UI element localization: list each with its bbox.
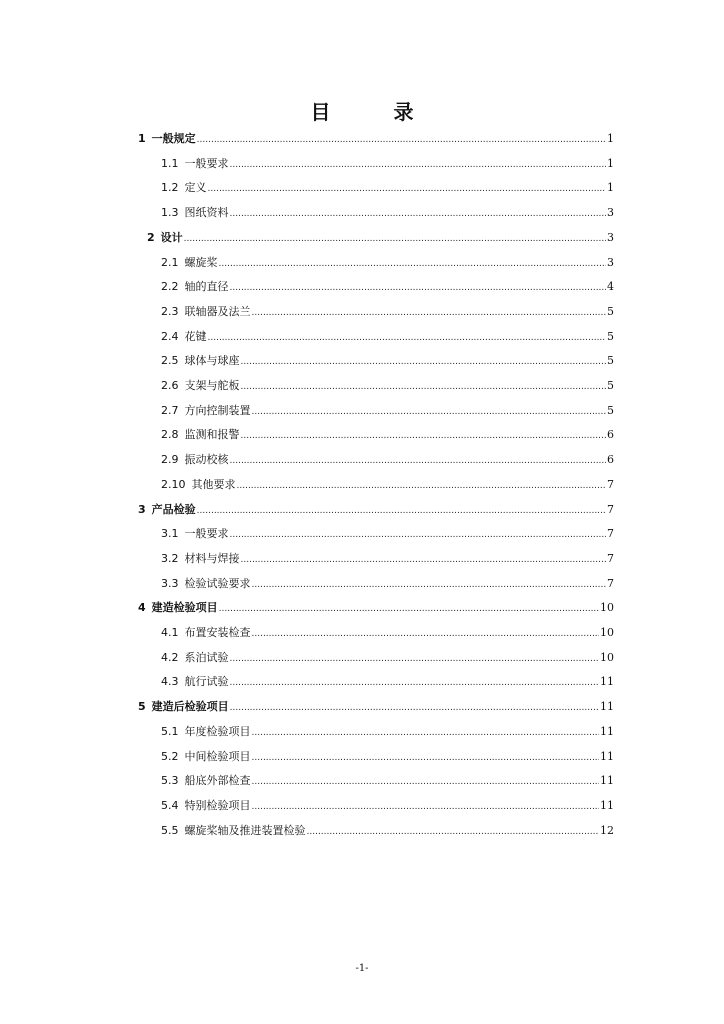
toc-entry-page: 11 xyxy=(600,798,614,812)
dot-leader xyxy=(230,651,600,664)
dot-leader xyxy=(252,404,607,417)
toc-section-entry[interactable] xyxy=(161,278,614,294)
dot-leader xyxy=(197,503,606,516)
toc-entry-number: 5.3 xyxy=(161,774,179,788)
toc-entry-label: 振动校核 xyxy=(184,453,229,467)
toc-section-entry[interactable] xyxy=(161,673,614,689)
toc-entry-label: 建造后检验项目 xyxy=(151,700,229,714)
toc-entry-number: 4.1 xyxy=(161,626,179,639)
toc-section-entry[interactable] xyxy=(161,377,614,393)
toc-entry-page: 5 xyxy=(607,354,614,368)
toc-entry-number: 2.5 xyxy=(161,354,179,368)
dot-leader xyxy=(241,379,607,392)
toc-entry-label: 一般要求 xyxy=(184,156,229,170)
toc-entry-label: 一般要求 xyxy=(184,527,229,541)
toc-entry-number: 4.3 xyxy=(161,675,179,689)
dot-leader xyxy=(241,354,607,367)
toc-entry-label: 轴的直径 xyxy=(184,280,229,294)
toc-entry-label: 支架与舵板 xyxy=(184,379,240,392)
dot-leader xyxy=(230,206,607,219)
toc-entry-number: 5.2 xyxy=(161,749,179,763)
dot-leader xyxy=(230,675,600,688)
toc-entry-number: 5.4 xyxy=(161,798,179,812)
toc-entry-label: 航行试验 xyxy=(184,675,229,689)
dot-leader xyxy=(230,700,599,713)
toc-entry-page: 1 xyxy=(607,181,614,195)
toc-section-entry[interactable] xyxy=(161,204,614,220)
toc-entry-label: 布置安装检查 xyxy=(184,626,251,639)
toc-entry-label: 设计 xyxy=(160,230,183,244)
toc-entry-number: 3 xyxy=(138,502,146,516)
toc-entry-page: 4 xyxy=(607,280,614,294)
dot-leader xyxy=(219,256,607,269)
toc-entry-label: 螺旋桨轴及推进装置检验 xyxy=(184,823,306,837)
toc-entry-label: 一般规定 xyxy=(151,132,196,145)
toc-entry-number: 2.8 xyxy=(161,428,179,442)
toc-section-entry[interactable] xyxy=(161,575,614,591)
toc-entry-number: 1 xyxy=(138,132,146,145)
toc-title: 目 录 xyxy=(310,100,442,124)
toc-entry-page: 11 xyxy=(600,724,614,738)
dot-leader xyxy=(252,577,607,590)
toc-entry-page: 11 xyxy=(600,700,614,714)
dot-leader xyxy=(241,552,607,565)
dot-leader xyxy=(252,774,600,787)
dot-leader xyxy=(208,330,607,343)
toc-entry-number: 3.1 xyxy=(161,527,179,541)
toc-section-entry[interactable] xyxy=(161,179,614,195)
toc-entry-label: 船底外部检查 xyxy=(184,774,251,788)
toc-entry-page: 5 xyxy=(607,329,614,343)
toc-entry-page: 7 xyxy=(607,576,614,590)
toc-entry-label: 方向控制装置 xyxy=(184,403,251,417)
dot-leader xyxy=(307,824,600,837)
toc-entry-number: 4 xyxy=(138,601,146,615)
dot-leader xyxy=(197,132,606,145)
toc-entry-number: 5.5 xyxy=(161,823,179,837)
toc-entry-page: 1 xyxy=(607,156,614,170)
toc-entry-label: 其他要求 xyxy=(191,477,236,491)
toc-entry-number: 2.6 xyxy=(161,379,179,392)
toc-entry-label: 建造检验项目 xyxy=(151,601,218,615)
toc-section-entry[interactable] xyxy=(161,525,614,541)
toc-entry-page: 5 xyxy=(607,403,614,417)
toc-entry-number: 2.10 xyxy=(161,477,186,491)
toc-section-entry[interactable] xyxy=(161,772,614,788)
toc-entry-page: 3 xyxy=(607,206,614,220)
toc-entry-label: 特别检验项目 xyxy=(184,798,251,812)
toc-entry-label: 定义 xyxy=(184,181,207,195)
toc-entry-number: 2.3 xyxy=(161,304,179,318)
toc-entry-number: 5 xyxy=(138,700,146,714)
dot-leader xyxy=(252,725,600,738)
dot-leader xyxy=(252,799,600,812)
toc-entry-page: 7 xyxy=(607,551,614,565)
toc-entry-number: 3.3 xyxy=(161,576,179,590)
toc-entry-page: 11 xyxy=(600,749,614,763)
toc-chapter-entry[interactable] xyxy=(147,229,614,245)
toc-section-entry[interactable] xyxy=(161,723,614,739)
toc-chapter-entry[interactable] xyxy=(138,130,614,146)
toc-section-entry[interactable] xyxy=(161,155,614,171)
toc-entry-number: 2.9 xyxy=(161,453,179,467)
toc-entry-label: 检验试验要求 xyxy=(184,576,251,590)
dot-leader xyxy=(252,750,600,763)
toc-entry-label: 螺旋桨 xyxy=(184,255,218,269)
toc-entry-label: 花键 xyxy=(184,329,207,343)
toc-section-entry[interactable] xyxy=(161,624,614,640)
toc-entry-label: 球体与球座 xyxy=(184,354,240,368)
toc-entry-page: 10 xyxy=(600,626,614,639)
toc-entry-page: 3 xyxy=(607,230,614,244)
toc-section-entry[interactable] xyxy=(161,476,614,492)
toc-section-entry[interactable] xyxy=(161,748,614,764)
toc-section-entry[interactable] xyxy=(161,649,614,665)
toc-entry-page: 5 xyxy=(607,304,614,318)
toc-entry-label: 年度检验项目 xyxy=(184,724,251,738)
page-number: -1- xyxy=(355,963,369,974)
toc-section-entry[interactable] xyxy=(161,303,614,319)
toc-section-entry[interactable] xyxy=(161,797,614,813)
dot-leader xyxy=(237,478,607,491)
toc-entry-page: 3 xyxy=(607,255,614,269)
toc-section-entry[interactable] xyxy=(161,426,614,442)
toc-entry-label: 图纸资料 xyxy=(184,206,229,220)
toc-entry-number: 1.2 xyxy=(161,181,179,195)
toc-section-entry[interactable] xyxy=(161,451,614,467)
toc-entry-number: 2.1 xyxy=(161,255,179,269)
dot-leader xyxy=(252,305,607,318)
toc-entry-number: 2.2 xyxy=(161,280,179,294)
toc-entry-label: 中间检验项目 xyxy=(184,749,251,763)
toc-entry-number: 1.3 xyxy=(161,206,179,220)
dot-leader xyxy=(230,280,607,293)
toc-section-entry[interactable] xyxy=(161,328,614,344)
toc-entry-label: 产品检验 xyxy=(151,502,196,516)
toc-entry-page: 10 xyxy=(600,650,614,664)
toc-entry-page: 7 xyxy=(607,502,614,516)
toc-entry-number: 2 xyxy=(147,230,155,244)
toc-section-entry[interactable] xyxy=(161,822,614,838)
toc-entry-number: 3.2 xyxy=(161,551,179,565)
toc-entry-page: 1 xyxy=(607,132,614,145)
dot-leader xyxy=(230,157,607,170)
dot-leader xyxy=(230,527,607,540)
toc-chapter-entry[interactable] xyxy=(138,599,614,615)
toc-section-entry[interactable] xyxy=(161,254,614,270)
toc-entry-page: 6 xyxy=(607,428,614,442)
toc-entry-number: 1.1 xyxy=(161,156,179,170)
dot-leader xyxy=(252,626,600,639)
toc-entry-number: 5.1 xyxy=(161,724,179,738)
toc-chapter-entry[interactable] xyxy=(138,501,614,517)
dot-leader xyxy=(230,453,607,466)
toc-section-entry[interactable] xyxy=(161,352,614,368)
toc-entry-number: 2.7 xyxy=(161,403,179,417)
dot-leader xyxy=(219,601,599,614)
toc-entry-page: 5 xyxy=(607,379,614,392)
toc-chapter-entry[interactable] xyxy=(138,698,614,714)
toc-entry-label: 材料与焊接 xyxy=(184,551,240,565)
toc-entry-number: 4.2 xyxy=(161,650,179,664)
toc-entry-label: 系泊试验 xyxy=(184,650,229,664)
toc-section-entry[interactable] xyxy=(161,402,614,418)
dot-leader xyxy=(208,181,607,194)
toc-entry-label: 监测和报警 xyxy=(184,428,240,442)
dot-leader xyxy=(241,428,607,441)
toc-section-entry[interactable] xyxy=(161,550,614,566)
dot-leader xyxy=(184,231,606,244)
toc-entry-page: 12 xyxy=(600,823,614,837)
toc-entry-page: 10 xyxy=(600,601,614,615)
toc-entry-page: 11 xyxy=(600,774,614,788)
toc-entry-page: 11 xyxy=(600,675,614,689)
toc-entry-page: 6 xyxy=(607,453,614,467)
toc-entry-number: 2.4 xyxy=(161,329,179,343)
toc-entry-page: 7 xyxy=(607,477,614,491)
toc-entry-label: 联轴器及法兰 xyxy=(184,304,251,318)
toc-entry-page: 7 xyxy=(607,527,614,541)
